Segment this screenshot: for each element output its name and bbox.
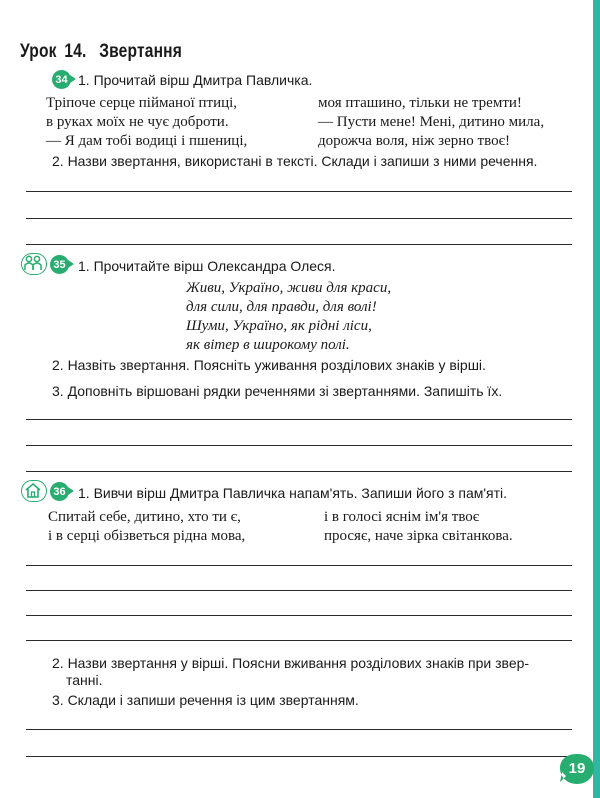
- writing-line[interactable]: [26, 445, 572, 446]
- poem-line: просяє, наче зірка світанкова.: [324, 528, 513, 544]
- writing-line[interactable]: [26, 191, 572, 192]
- writing-line[interactable]: [26, 419, 572, 420]
- ex34-task2: 2. Назви звертання, використані в тексті. Склади і запиши з ними речення.: [52, 153, 538, 169]
- poem-line: Живи, Україно, живи для краси,: [186, 280, 392, 296]
- ex34-poem-right: [318, 94, 544, 151]
- exercise-badge-35: 35: [50, 255, 69, 274]
- poem-line: і в голосі яснім ім'я твоє: [324, 509, 480, 525]
- lesson-topic: Звертання: [99, 41, 183, 62]
- writing-line[interactable]: [26, 590, 572, 591]
- poem-line: Шуми, Україно, як рідні ліси,: [186, 318, 372, 334]
- page-number-badge: [558, 752, 596, 786]
- writing-line[interactable]: [26, 218, 572, 219]
- poem-line: в руках моїх не чує доброти.: [46, 114, 229, 130]
- lesson-title: [20, 41, 182, 63]
- poem-line: дорожча воля, ніж зерно твоє!: [318, 133, 511, 149]
- poem-line: як вітер в широкому полі.: [186, 337, 350, 353]
- ex34-task1: 1. Прочитай вірш Дмитра Павличка.: [78, 72, 313, 88]
- ex36-poem-right: [324, 508, 513, 546]
- ex35-task1: 1. Прочитайте вірш Олександра Олеся.: [78, 258, 336, 274]
- lesson-label: Урок: [20, 41, 57, 62]
- writing-line[interactable]: [26, 565, 572, 566]
- exercise-badge-36: 36: [50, 482, 69, 501]
- ex36-task2: [52, 655, 529, 689]
- poem-line: моя пташино, тільки не тремти!: [318, 95, 522, 111]
- ex36-task3: 3. Склади і запиши речення із цим звертанням.: [52, 692, 359, 708]
- writing-line[interactable]: [26, 640, 572, 641]
- poem-line: для сили, для правди, для волі!: [186, 299, 377, 315]
- ex35-task3: 3. Доповніть віршовані рядки реченнями зі звертаннями. Запишіть їх.: [52, 383, 503, 399]
- poem-line: Спитай себе, дитино, хто ти є,: [48, 509, 241, 525]
- poem-line: і в серці обізветься рідна мова,: [48, 528, 246, 544]
- poem-line: — Я дам тобі водиці і пшениці,: [46, 133, 248, 149]
- house-icon: [21, 480, 47, 502]
- page-edge-stripe: [593, 0, 600, 798]
- ex35-poem: [186, 279, 391, 355]
- poem-line: Тріпоче серце пійманої птиці,: [46, 95, 238, 111]
- poem-line: — Пусти мене! Мені, дитино мила,: [318, 114, 545, 130]
- writing-line[interactable]: [26, 471, 572, 472]
- ex36-task1: 1. Вивчи вірш Дмитра Павличка напам'ять. Запиши його з пам'яті.: [78, 485, 508, 501]
- two-people-icon: [21, 253, 47, 275]
- page-number: 19: [568, 760, 586, 777]
- writing-line[interactable]: [26, 244, 572, 245]
- writing-line[interactable]: [26, 615, 572, 616]
- ex36-task2-line1: 2. Назви звертання у вірші. Поясни вживання розділових знаків при звер-: [52, 655, 530, 671]
- exercise-badge-34: 34: [52, 70, 71, 89]
- writing-line[interactable]: [26, 729, 572, 730]
- ex35-task2: 2. Назвіть звертання. Поясніть уживання розділових знаків у вірші.: [52, 357, 486, 373]
- lesson-number: 14.: [64, 41, 87, 62]
- ex36-poem-left: [48, 508, 245, 546]
- ex36-task2-line2: танні.: [66, 672, 103, 688]
- writing-line[interactable]: [26, 756, 572, 757]
- ex34-poem-left: [46, 94, 247, 151]
